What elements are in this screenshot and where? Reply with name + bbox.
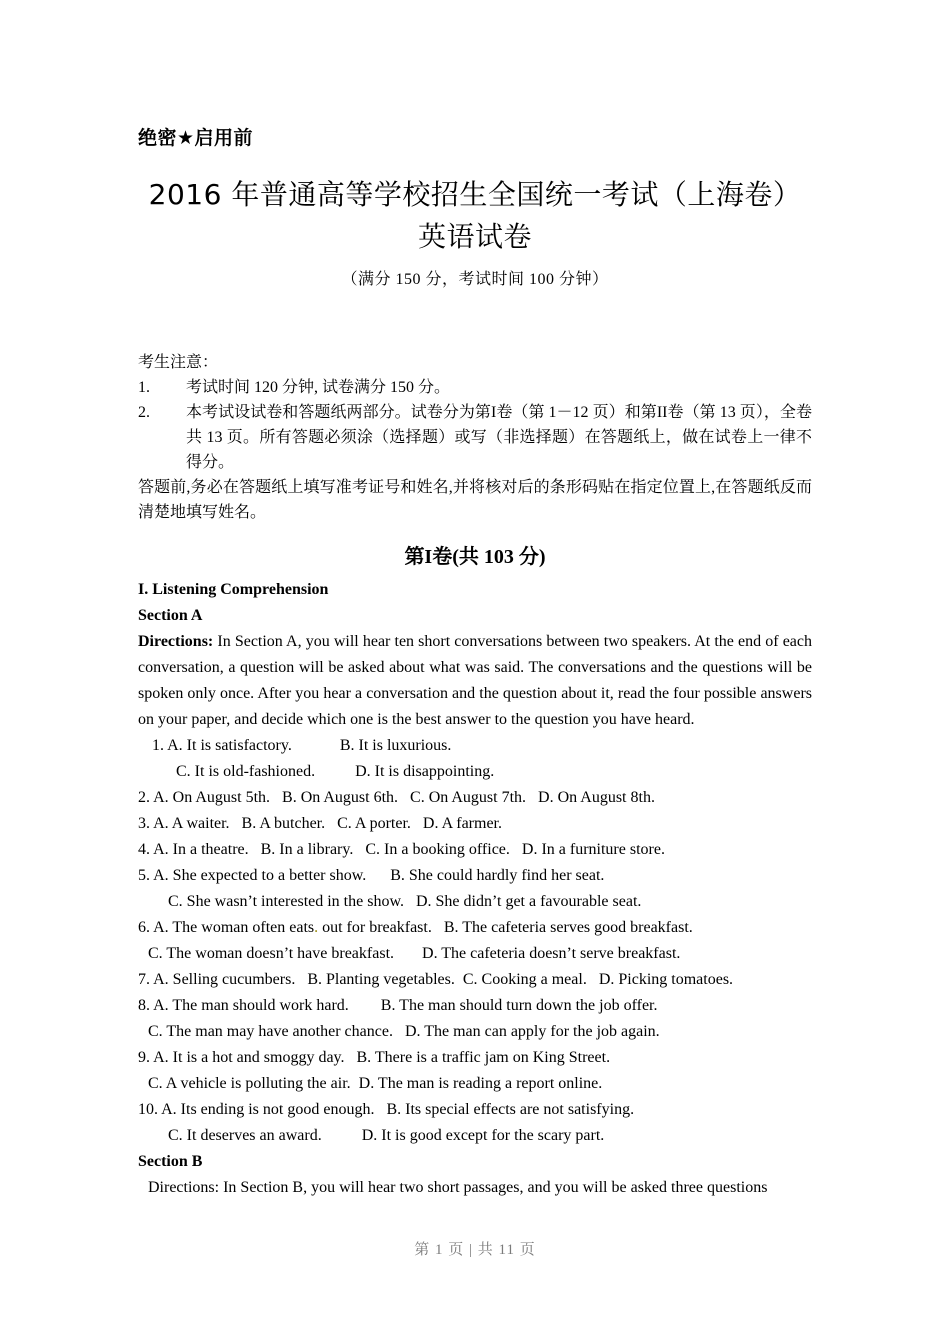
exam-paper-page (138, 0, 812, 1344)
page-title: 2016 年普通高等学校招生全国统一考试（上海卷） (148, 178, 802, 211)
notice-item-1-text: 考试时间 120 分钟, 试卷满分 150 分。 (186, 379, 451, 396)
question-item: C. The woman doesn’t have breakfast. D. The cafeteria doesn’t serve breakfast. (148, 945, 681, 962)
question-item: 10. A. Its ending is not good enough. B. Its special effects are not satisfying. (138, 1101, 635, 1118)
page-footer: 第 1 页 | 共 11 页 (414, 1242, 536, 1258)
exam-score-time-note: （满分 150 分，考试时间 100 分钟） (341, 271, 609, 288)
notice-item-2 (138, 400, 812, 475)
question-item: C. She wasn’t interested in the show. D. She didn’t get a favourable seat. (168, 893, 642, 910)
question-item: 4. A. In a theatre. B. In a library. C. In a booking office. D. In a furniture store. (138, 841, 665, 858)
question-item: C. It deserves an award. D. It is good except for the scary part. (168, 1127, 605, 1144)
section-a-directions-label: Directions: (138, 633, 214, 650)
question-6-text-pre: 6. A. The woman often eats (138, 919, 315, 936)
question-item: C. It is old-fashioned. D. It is disappointing. (176, 763, 495, 780)
part-title-listening: I. Listening Comprehension (138, 581, 329, 598)
section-a-label: Section A (138, 607, 203, 624)
page-subtitle-exam-name: 英语试卷 (417, 220, 532, 253)
notice-item-1-number: 1. (138, 379, 150, 396)
notice-tail-text: 答题前,务必在答题纸上填写准考证号和姓名,并将核对后的条形码贴在指定位置上,在答题纸反而清楚地填写姓名。 (138, 479, 812, 521)
question-item: 7. A. Selling cucumbers. B. Planting vegetables. C. Cooking a meal. D. Picking tomatoes. (138, 971, 734, 988)
notice-item-2-number: 2. (138, 404, 150, 421)
section-juan-one-title: 第I卷(共 103 分) (404, 546, 546, 568)
stray-mark-artifact: . (314, 919, 319, 936)
section-a-directions (138, 629, 812, 733)
section-b-directions: Directions: In Section B, you will hear two short passages, and you will be asked three questions (148, 1179, 768, 1196)
section-a-directions-text: In Section A, you will hear ten short conversations between two speakers. At the end of each conversation, a question will be asked about what was said. The conversations and the questions will be spoken only once. After you hear a conversation and the question about it, read the four possible answers on your paper, and decide which one is the best answer to the question you have heard. (138, 633, 812, 728)
section-b-label: Section B (138, 1153, 203, 1170)
notice-item-2-text: 本考试设试卷和答题纸两部分。试卷分为第I卷（第 1－12 页）和第II卷（第 13 页），全卷共 13 页。所有答题必须涂（选择题）或写（非选择题）在答题纸上，做在试卷上一律不得分。 (186, 404, 812, 471)
question-item: 5. A. She expected to a better show. B. She could hardly find her seat. (138, 867, 605, 884)
question-item: C. The man may have another chance. D. The man can apply for the job again. (148, 1023, 660, 1040)
question-item: 2. A. On August 5th. B. On August 6th. C. On August 7th. D. On August 8th. (138, 789, 655, 806)
question-item (138, 915, 812, 941)
candidate-notice-heading: 考生注意： (138, 354, 219, 371)
question-6-text-post: out for breakfast. B. The cafeteria serves good breakfast. (318, 919, 693, 936)
question-item: 8. A. The man should work hard. B. The man should turn down the job offer. (138, 997, 658, 1014)
question-item: C. A vehicle is polluting the air. D. The man is reading a report online. (148, 1075, 603, 1092)
question-item: 1. A. It is satisfactory. B. It is luxurious. (152, 737, 452, 754)
notice-item-1 (138, 375, 812, 400)
question-item: 3. A. A waiter. B. A butcher. C. A porter. D. A farmer. (138, 815, 502, 832)
question-item: 9. A. It is a hot and smoggy day. B. There is a traffic jam on King Street. (138, 1049, 611, 1066)
confidential-notice: 绝密★启用前 (138, 127, 254, 149)
